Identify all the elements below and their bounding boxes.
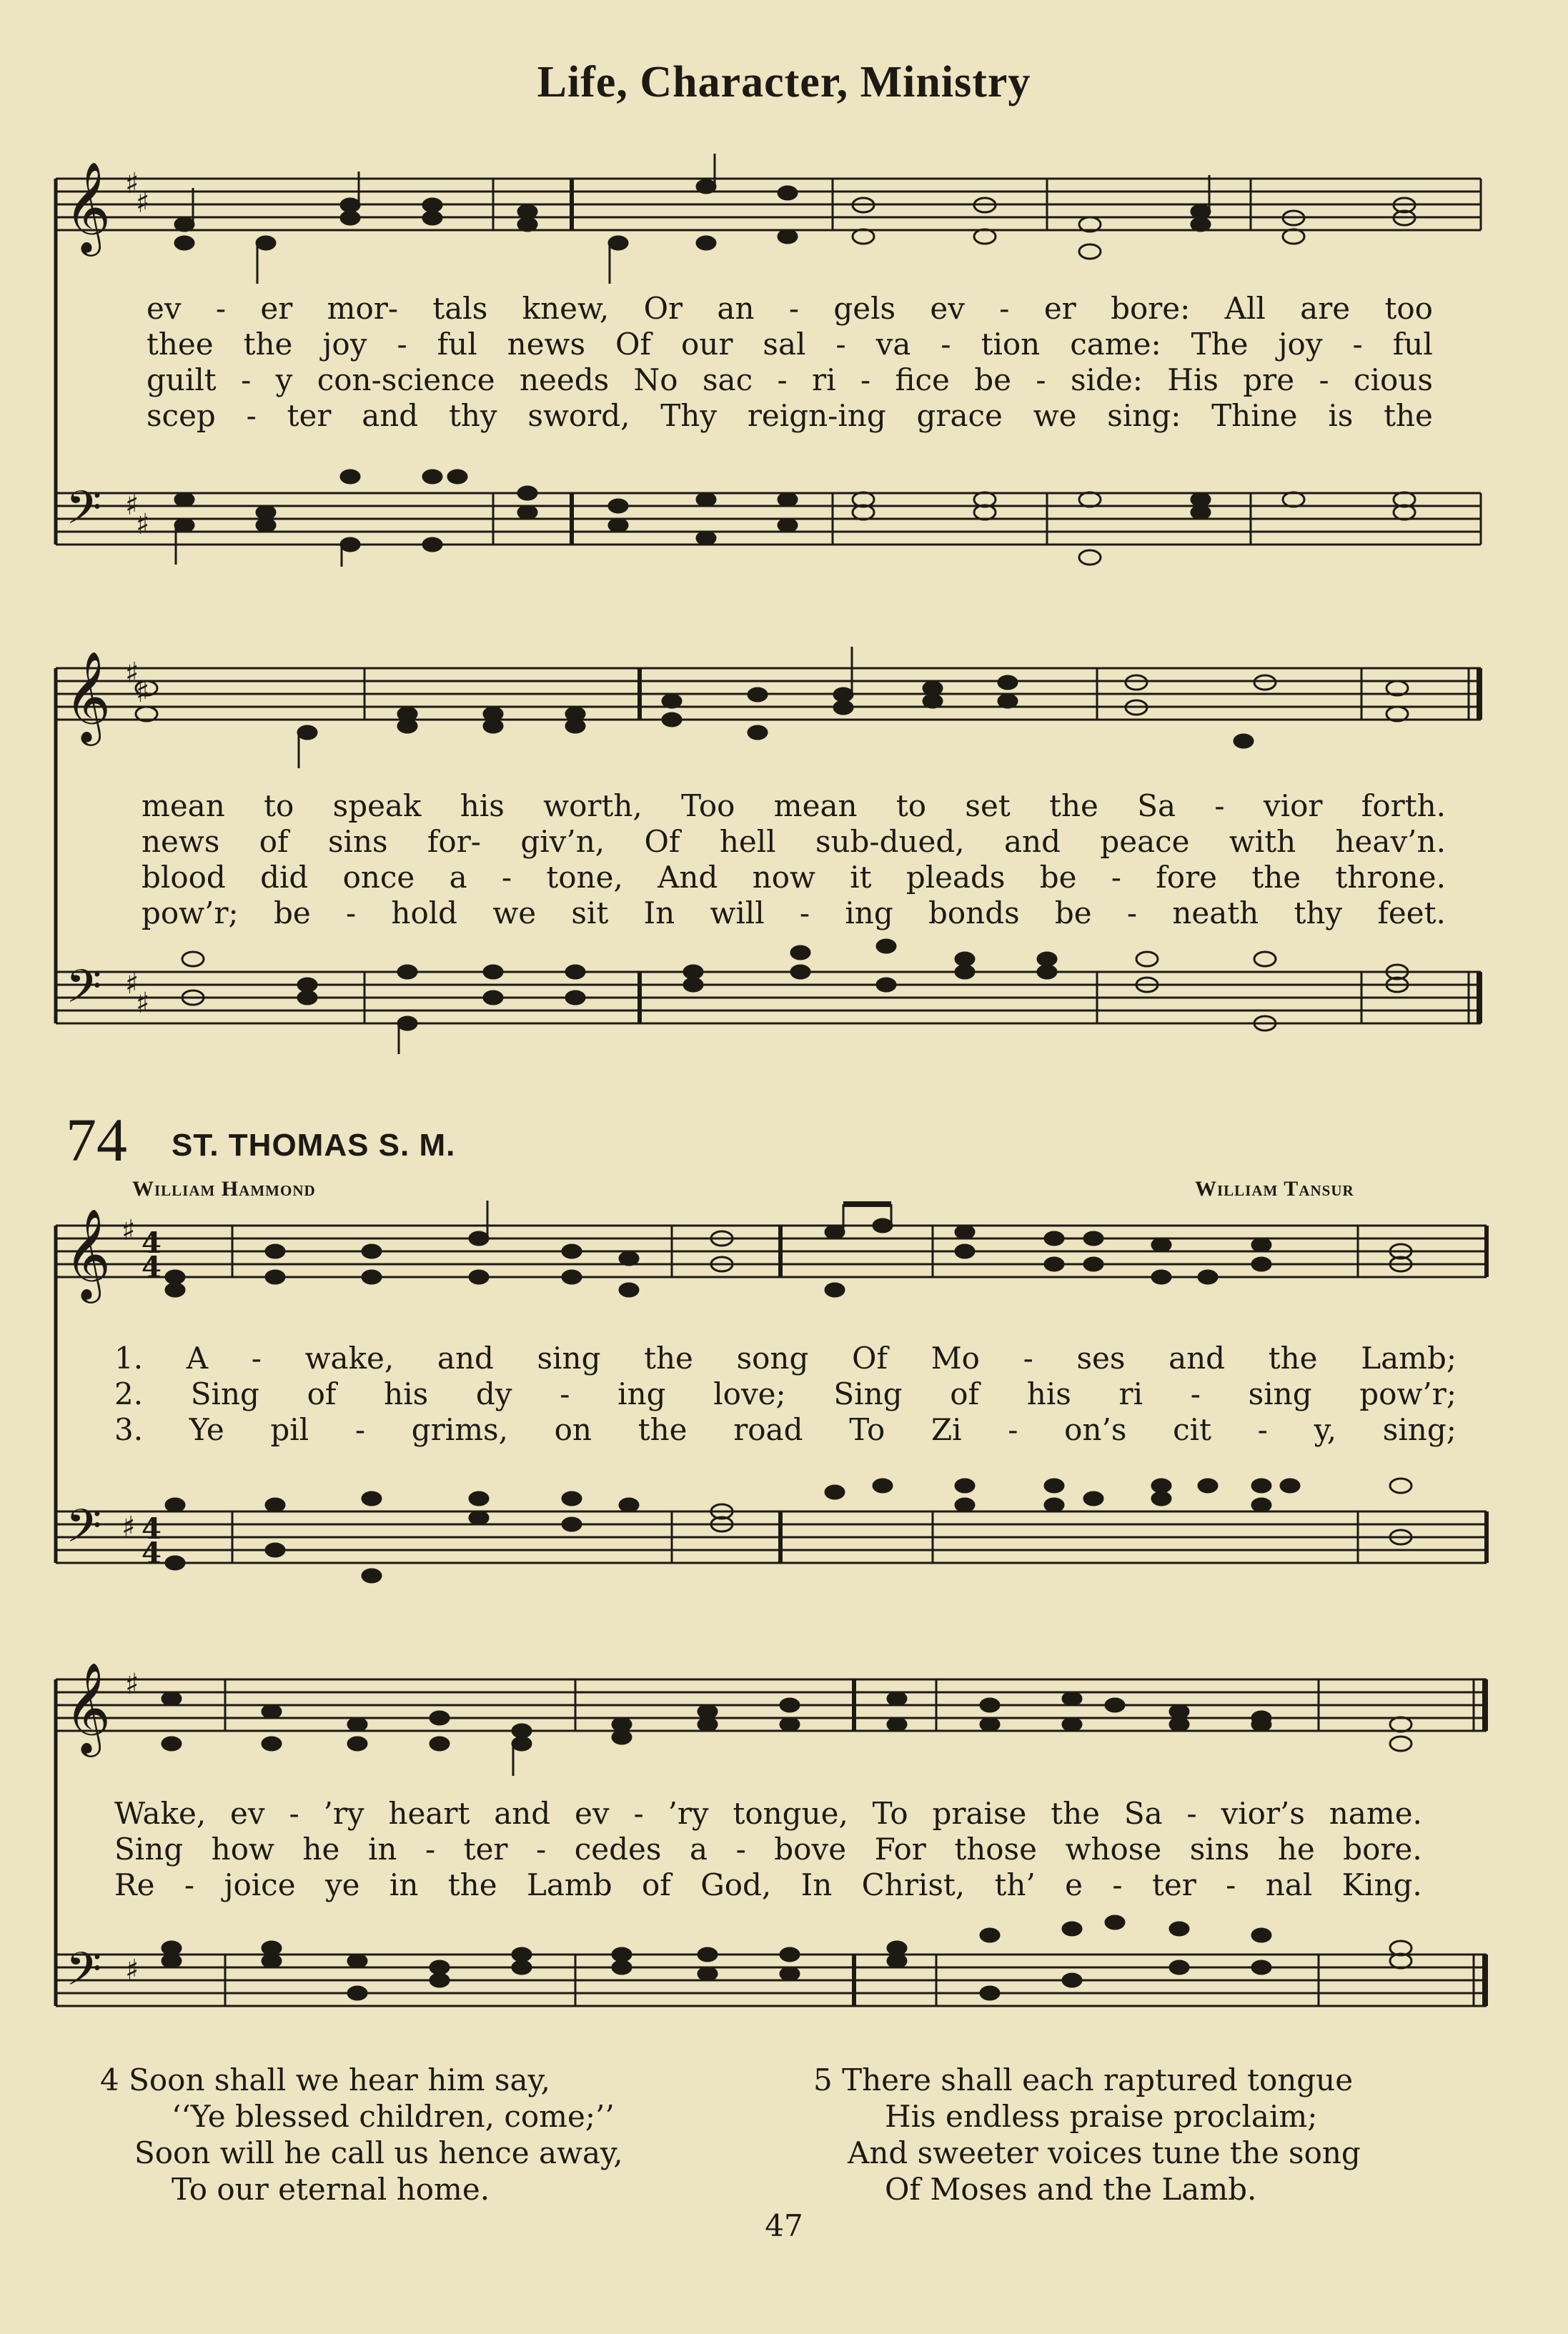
lyric-syllable: And (658, 860, 718, 895)
lyric-syllable: the (1051, 1796, 1101, 1831)
lyric-line (114, 1412, 1457, 1448)
lyric-syllable: Re (114, 1867, 155, 1902)
lyric-syllable: - (1214, 788, 1225, 823)
lyric-syllable: Of (852, 1341, 888, 1376)
verse-line: To our eternal home. (172, 2172, 490, 2207)
lyric-syllable: and (362, 398, 419, 433)
lyric-syllable: the (243, 327, 293, 362)
lyric-syllable: - (1257, 1412, 1268, 1447)
lyric-syllable: His (1167, 362, 1219, 397)
time-signature: 4 (142, 1536, 162, 1570)
lyric-syllable: bonds (928, 895, 1020, 930)
verse-line: Soon will he call us hence away, (134, 2135, 623, 2170)
lyric-syllable: - (1111, 860, 1121, 895)
lyric-syllable: peace (1100, 824, 1190, 859)
lyric-syllable: In (643, 895, 675, 930)
lyric-syllable: he (302, 1832, 340, 1867)
verse-line: ‘‘Ye blessed children, come;’’ (172, 2099, 615, 2134)
lyric-syllable: speak (332, 788, 422, 823)
lyric-syllable: ing (845, 895, 893, 930)
lyric-syllable: ter (287, 398, 332, 433)
lyric-syllable: A (186, 1341, 209, 1376)
sharp-icon: ♯ (125, 1954, 139, 1987)
lyric-syllable: - (397, 327, 407, 362)
clefs (64, 161, 149, 546)
lyric-syllable: knew, (522, 291, 610, 326)
music-composer: William Tansur (1195, 1177, 1354, 1201)
lyric-syllable: pre (1243, 362, 1295, 397)
lyric-syllable: mean (773, 788, 858, 823)
lyric-syllable: - (1126, 895, 1138, 930)
lyric-syllable: th’ (994, 1867, 1036, 1902)
lyric-syllable: the (1251, 860, 1301, 895)
lyric-syllable: e (1065, 1867, 1083, 1902)
bass-clef-icon: 𝄢 (66, 1500, 102, 1564)
lyric-syllable: sins (1189, 1832, 1250, 1867)
lyric-syllable: - (1112, 1867, 1123, 1902)
lyric-syllable: be (1054, 895, 1092, 930)
lyric-syllable: dy (475, 1376, 512, 1411)
lyric-syllable: cedes (574, 1832, 662, 1867)
lyric-syllable: tongue, (733, 1796, 848, 1831)
lyric-syllable: guilt (147, 362, 217, 397)
lyric-syllable: on’s (1064, 1412, 1127, 1447)
lyric-syllable: Christ, (861, 1867, 966, 1902)
verse-line (813, 2062, 1361, 2098)
lyric-syllable: news (142, 824, 220, 859)
lyric-syllable: er (1043, 291, 1076, 326)
treble-clef-icon: 𝄞 (64, 650, 111, 742)
lyric-syllable: - (1023, 1341, 1033, 1376)
lyric-syllable: ses (1076, 1341, 1126, 1376)
lyric-syllable: ev (575, 1796, 610, 1831)
lyric-syllable: - (1008, 1412, 1018, 1447)
lyric-syllable: - (633, 1796, 644, 1831)
lyric-syllable: Ye (189, 1412, 224, 1447)
lyric-syllable: - (999, 291, 1010, 326)
lyric-syllable: side: (1071, 362, 1143, 397)
lyric-syllable: ri (1118, 1376, 1143, 1411)
lyric-syllable: - (1226, 1867, 1236, 1902)
lyric-syllable: Lamb (526, 1867, 612, 1902)
lyric-syllable: and (494, 1796, 551, 1831)
lyric-syllable: y (275, 362, 293, 397)
lyric-syllable: our (681, 327, 733, 362)
lyric-syllable: - (354, 1412, 366, 1447)
lyric-syllable: his (460, 788, 505, 823)
sharp-icon: ♯ (125, 657, 139, 690)
lyric-syllable: Sing (114, 1832, 184, 1867)
lyric-syllable: and (437, 1341, 494, 1376)
lyric-syllable: he (1277, 1832, 1315, 1867)
lyric-syllable: All (1224, 291, 1266, 326)
lyric-syllable: did (260, 860, 309, 895)
page-number: 47 (765, 2208, 803, 2243)
lyric-syllable: cious (1354, 362, 1433, 397)
lyric-syllable: Of (615, 327, 652, 362)
sharp-icon: ♯ (125, 968, 139, 1000)
lyric-syllable: is (1328, 398, 1354, 433)
lyric-line (142, 788, 1446, 824)
lyric-line (147, 291, 1433, 327)
lyric-syllable: sing (1248, 1376, 1312, 1411)
lyric-syllable: sing: (1107, 398, 1181, 433)
verse-text: There shall each raptured tongue (842, 2062, 1354, 2097)
lyric-syllable: nal (1265, 1867, 1313, 1902)
lyric-syllable: of (950, 1376, 980, 1411)
lyric-syllable: hell (719, 824, 776, 859)
verse-4 (100, 2062, 623, 2208)
lyric-syllable: bore: (1111, 291, 1191, 326)
lyric-syllable: be (974, 362, 1012, 397)
lyric-line (142, 895, 1446, 931)
lyric-syllable: ev (230, 1796, 265, 1831)
treble-clef-icon: 𝄞 (64, 161, 111, 252)
lyric-syllable: and (1004, 824, 1061, 859)
bass-notes (162, 1916, 1411, 2000)
lyric-syllable: 1. (114, 1341, 144, 1376)
lyric-line (147, 327, 1433, 362)
lyric-syllable: To (872, 1796, 908, 1831)
lyric-syllable: - (860, 362, 871, 397)
lyric-syllable: - (560, 1376, 570, 1411)
lyric-syllable: God, (700, 1867, 772, 1902)
lyric-syllable: once (342, 860, 415, 895)
lyric-syllable: we (492, 895, 537, 930)
lyric-syllable: The (1191, 327, 1249, 362)
lyric-syllable: thy (1294, 895, 1343, 930)
lyric-syllable: - (1319, 362, 1329, 397)
lyric-syllable: for- (427, 824, 481, 859)
sharp-icon: ♯ (121, 1511, 136, 1544)
lyric-syllable: 2. (114, 1376, 144, 1411)
lyric-syllable: to (895, 788, 927, 823)
hymn-number: 74 (66, 1106, 127, 1174)
lyric-syllable: vior (1263, 788, 1323, 823)
lyric-line (142, 824, 1446, 860)
lyric-syllable: sing (537, 1341, 601, 1376)
lyric-syllable: pow’r; (142, 895, 239, 930)
lyric-syllable: a (689, 1832, 708, 1867)
lyric-syllable: the (644, 1341, 693, 1376)
lyric-syllable: whose (1065, 1832, 1162, 1867)
lyric-syllable: Sa (1137, 788, 1176, 823)
lyric-line (114, 1341, 1457, 1376)
lyric-syllable: For (874, 1832, 926, 1867)
lyric-syllable: of (259, 824, 289, 859)
lyric-syllable: grace (916, 398, 1003, 433)
sharp-icon: ♯ (136, 676, 150, 709)
lyric-syllable: - (835, 327, 846, 362)
lyric-syllable: Thy (660, 398, 718, 433)
lyric-syllable: - (251, 1341, 262, 1376)
lyric-syllable: cit (1173, 1412, 1211, 1447)
time-signature: 4 (142, 1251, 162, 1284)
page-title: Life, Character, Ministry (537, 58, 1031, 106)
lyric-syllable: road (733, 1412, 803, 1447)
lyric-syllable: pleads (905, 860, 1006, 895)
sharp-icon: ♯ (121, 1214, 136, 1247)
time-signature: 4 (142, 1226, 162, 1260)
sharp-icon: ♯ (136, 508, 150, 541)
lyric-syllable: reign-ing (747, 398, 886, 433)
lyric-syllable: and (1168, 1341, 1226, 1376)
lyric-syllable: in (367, 1832, 397, 1867)
lyric-syllable: the (1049, 788, 1098, 823)
lyric-syllable: - (184, 1867, 195, 1902)
lyric-syllable: - (788, 291, 800, 326)
lyric-syllable: - (425, 1832, 436, 1867)
words-author: William Hammond (132, 1177, 316, 1201)
lyric-syllable: set (965, 788, 1011, 823)
lyric-syllable: tals (432, 291, 488, 326)
lyric-syllable: bove (774, 1832, 847, 1867)
clefs (64, 650, 149, 1025)
lyric-syllable: ter (463, 1832, 508, 1867)
lyric-syllable: sins (327, 824, 388, 859)
lyric-syllable: song (736, 1341, 809, 1376)
lyric-syllable: - (501, 860, 512, 895)
lyric-syllable: - (536, 1832, 547, 1867)
lyric-syllable: joy (1278, 327, 1323, 362)
lyric-syllable: - (241, 362, 252, 397)
treble-clef-icon: 𝄞 (64, 1662, 111, 1753)
lyric-syllable: sit (571, 895, 609, 930)
lyric-syllable: the (637, 1412, 688, 1447)
bass-clef-icon: 𝄢 (66, 482, 102, 546)
lyric-syllable: worth, (543, 788, 642, 823)
lyric-syllable: er (260, 291, 293, 326)
bass-clef-icon: 𝄢 (66, 960, 102, 1025)
lyric-syllable: In (800, 1867, 833, 1902)
lyric-syllable: ye (324, 1867, 360, 1902)
verse-5 (813, 2062, 1361, 2208)
lyric-syllable: Thine (1211, 398, 1298, 433)
lyric-syllable: be (1039, 860, 1077, 895)
lyric-syllable: vior’s (1221, 1796, 1305, 1831)
lyric-syllable: scep (147, 398, 216, 433)
lyric-syllable: the (1268, 1341, 1318, 1376)
lyric-syllable: with (1229, 824, 1296, 859)
sharp-icon: ♯ (125, 167, 139, 200)
lyric-syllable: sub-dued, (815, 824, 965, 859)
lyric-syllable: ing (617, 1376, 666, 1411)
lyric-syllable: it (850, 860, 872, 895)
lyric-syllable: wake, (304, 1341, 395, 1376)
lyric-syllable: - (215, 291, 227, 326)
lyric-syllable: too (1384, 291, 1433, 326)
lyric-syllable: 3. (114, 1412, 144, 1447)
lyric-syllable: grims, (411, 1412, 508, 1447)
lyric-line (147, 398, 1433, 434)
verse-number: 4 (100, 2062, 119, 2097)
lyric-syllable: King. (1341, 1867, 1422, 1902)
lyric-syllable: tone, (546, 860, 623, 895)
lyric-syllable: pow’r; (1359, 1376, 1457, 1411)
lyric-syllable: of (307, 1376, 337, 1411)
lyric-syllable: love; (713, 1376, 786, 1411)
verse-line: Of Moses and the Lamb. (885, 2172, 1257, 2207)
lyric-syllable: name. (1329, 1796, 1422, 1831)
verse-line: And sweeter voices tune the song (848, 2135, 1361, 2170)
lyric-syllable: bore. (1343, 1832, 1422, 1867)
lyric-syllable: a (449, 860, 467, 895)
lyric-syllable: praise (932, 1796, 1027, 1831)
lyric-syllable: heav’n. (1335, 824, 1446, 859)
lyric-syllable: To (849, 1412, 885, 1447)
bass-notes (166, 1479, 1411, 1582)
lyric-syllable: on (554, 1412, 592, 1447)
lyric-syllable: needs (519, 362, 610, 397)
lyric-syllable: sword, (527, 398, 630, 433)
lyric-syllable: throne. (1335, 860, 1446, 895)
lyric-syllable: blood (142, 860, 226, 895)
lyric-syllable: - (246, 398, 257, 433)
lyric-syllable: ’ry (668, 1796, 709, 1831)
lyric-syllable: now (752, 860, 815, 895)
lyric-syllable: the (447, 1867, 497, 1902)
lyric-line (114, 1796, 1422, 1832)
lyric-syllable: neath (1172, 895, 1259, 930)
lyric-syllable: sac (702, 362, 753, 397)
sharp-icon: ♯ (136, 987, 150, 1020)
lyric-syllable: fore (1156, 860, 1218, 895)
lyric-syllable: to (264, 788, 294, 823)
lyric-syllable: hold (391, 895, 458, 930)
lyric-syllable: y, (1314, 1412, 1337, 1447)
lyric-syllable: how (211, 1832, 274, 1867)
lyric-syllable: - (777, 362, 788, 397)
lyric-syllable: are (1300, 291, 1351, 326)
verse-line (100, 2062, 623, 2098)
lyric-syllable: ev (930, 291, 965, 326)
bass-clef-icon: 𝄢 (66, 1943, 102, 2007)
lyric-syllable: sal (763, 327, 806, 362)
lyric-syllable: Wake, (114, 1796, 207, 1831)
lyric-syllable: the (1384, 398, 1433, 433)
lyric-syllable: joy (322, 327, 367, 362)
lyric-syllable: Too (681, 788, 735, 823)
lyric-line (142, 860, 1446, 895)
lyric-syllable: Sa (1123, 1796, 1163, 1831)
lyric-syllable: forth. (1361, 788, 1446, 823)
lyric-syllable: his (1026, 1376, 1071, 1411)
lyric-syllable: Sing (190, 1376, 259, 1411)
lyric-syllable: Lamb; (1361, 1341, 1457, 1376)
lyric-syllable: ter (1151, 1867, 1196, 1902)
sharp-icon: ♯ (136, 187, 150, 219)
sharp-icon: ♯ (125, 1668, 139, 1701)
treble-staff (56, 179, 1481, 230)
lyric-syllable: an (717, 291, 755, 326)
lyric-syllable: va (875, 327, 911, 362)
lyric-line (147, 362, 1433, 398)
lyric-syllable: Zi (931, 1412, 962, 1447)
lyric-line (114, 1832, 1422, 1867)
lyric-syllable: thee (147, 327, 214, 362)
treble-clef-icon: 𝄞 (64, 1208, 111, 1299)
lyric-syllable: - (1190, 1376, 1201, 1411)
lyric-syllable: pil (270, 1412, 309, 1447)
lyric-syllable: those (954, 1832, 1037, 1867)
sharp-icon: ♯ (125, 489, 139, 522)
lyric-syllable: - (1186, 1796, 1197, 1831)
lyric-syllable: - (941, 327, 951, 362)
lyric-syllable: sing; (1382, 1412, 1457, 1447)
lyric-syllable: we (1033, 398, 1077, 433)
lyric-syllable: gels (833, 291, 896, 326)
lyric-syllable: No (633, 362, 678, 397)
lyric-syllable: will (710, 895, 765, 930)
lyric-syllable: Mo (931, 1341, 980, 1376)
verse-line: His endless praise proclaim; (885, 2099, 1318, 2134)
lyric-syllable: his (384, 1376, 429, 1411)
lyric-line (114, 1376, 1457, 1412)
lyric-syllable: of (641, 1867, 671, 1902)
lyric-syllable: - (799, 895, 810, 930)
lyric-syllable: ’ry (323, 1796, 364, 1831)
lyric-syllable: heart (388, 1796, 470, 1831)
lyric-syllable: - (735, 1832, 746, 1867)
lyric-syllable: fice (895, 362, 950, 397)
verse-number: 5 (813, 2062, 833, 2097)
lyric-syllable: ful (437, 327, 477, 362)
treble-notes (166, 1201, 1411, 1296)
lyric-syllable: - (1036, 362, 1046, 397)
lyric-syllable: giv’n, (520, 824, 605, 859)
lyric-syllable: mean (142, 788, 225, 823)
time-signature: 4 (142, 1512, 162, 1546)
lyric-syllable: ful (1392, 327, 1433, 362)
tune-name: ST. THOMAS S. M. (172, 1128, 456, 1163)
lyric-syllable: news (507, 327, 586, 362)
lyric-syllable: - (345, 895, 357, 930)
lyric-syllable: feet. (1377, 895, 1446, 930)
lyric-syllable: thy (448, 398, 497, 433)
lyric-syllable: came: (1070, 327, 1161, 362)
lyric-syllable: - (289, 1796, 299, 1831)
lyric-syllable: - (1352, 327, 1363, 362)
lyric-syllable: ri (812, 362, 836, 397)
lyric-syllable: in (389, 1867, 419, 1902)
lyric-line (114, 1867, 1422, 1903)
treble-notes (175, 154, 1415, 284)
lyric-syllable: Sing (833, 1376, 903, 1411)
lyric-syllable: be (273, 895, 311, 930)
lyric-syllable: con-science (317, 362, 495, 397)
lyric-syllable: Of (644, 824, 680, 859)
lyric-syllable: tion (981, 327, 1041, 362)
lyric-syllable: Or (643, 291, 683, 326)
lyric-syllable: mor- (327, 291, 399, 326)
verse-text: Soon shall we hear him say, (129, 2062, 550, 2097)
lyric-syllable: joice (224, 1867, 296, 1902)
lyric-syllable: ev (147, 291, 182, 326)
